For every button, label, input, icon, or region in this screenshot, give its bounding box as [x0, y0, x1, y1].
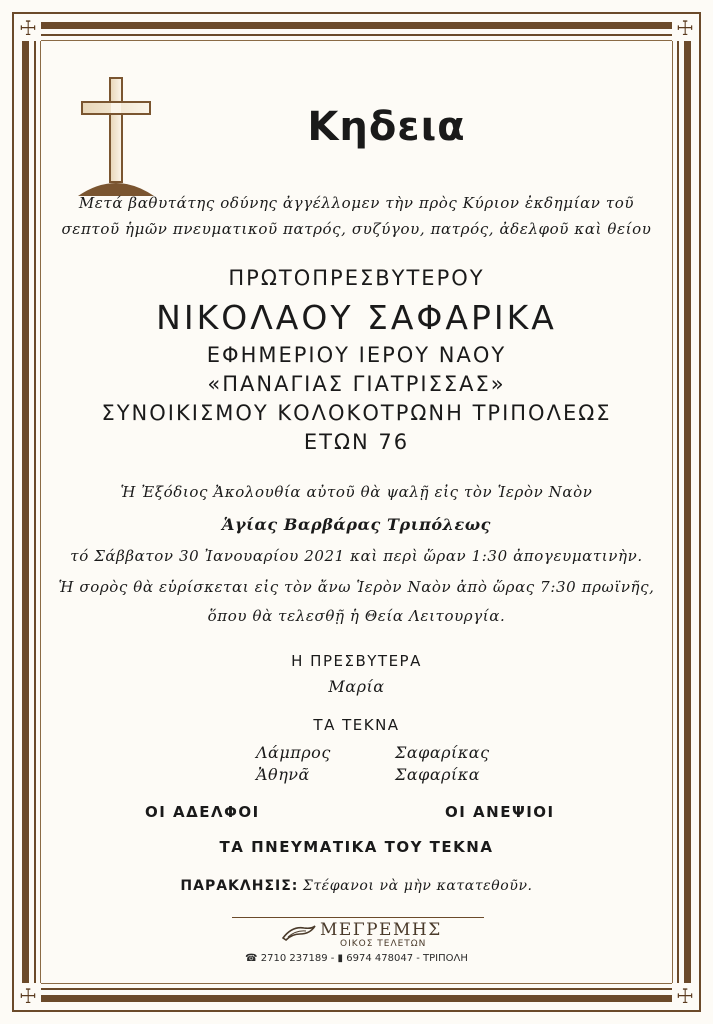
corner-cross-icon: ☩: [15, 15, 41, 41]
wife-name: Μαρία: [328, 677, 385, 696]
service-line: Ἡ σορὸς θὰ εὑρίσκεται εἰς τὸν ἄνω Ἱερὸν Ναὸν ἀπὸ ὥρας 7:30 πρωϊνῆς,: [58, 578, 655, 596]
service-line: ὅπου θὰ τελεσθῇ ἡ Θεία Λειτουργία.: [207, 607, 506, 625]
deceased-role: ΕΦΗΜΕΡΙΟΥ ΙΕΡΟΥ ΝΑΟΥ: [206, 343, 507, 367]
contact-line: ☎ 2710 237189 - ▮ 6974 478047 - ΤΡΙΠΟΛΗ: [245, 953, 468, 964]
deceased-place: ΣΥΝΟΙΚΙΣΜΟΥ ΚΟΛΟΚΟΤΡΩΝΗ ΤΡΙΠΟΛΕΩΣ: [101, 401, 612, 425]
service-church: Ἁγίας Βαρβάρας Τριπόλεως: [221, 515, 492, 534]
request-label: ΠΑΡΑΚΛΗΣΙΣ:: [180, 878, 299, 894]
footer-divider: [232, 917, 484, 918]
deceased-church: «ΠΑΝΑΓΙΑΣ ΓΙΑΤΡΙΣΣΑΣ»: [207, 372, 506, 396]
request-text: Στέφανοι νὰ μὴν κατατεθοῦν.: [302, 878, 533, 894]
funeral-home-logo-icon: [282, 924, 316, 942]
intro-line: σεπτοῦ ἡμῶν πνευματικοῦ πατρός, συζύγου, πατρός, ἀδελφοῦ καὶ θείου: [61, 220, 652, 238]
spiritual-children-label: ΤΑ ΠΝΕΥΜΑΤΙΚΑ ΤΟΥ ΤΕΚΝΑ: [219, 838, 494, 856]
child-last-name: Σαφαρίκα: [395, 765, 481, 784]
mobile-number: 6974 478047: [346, 953, 414, 964]
siblings-label: ΟΙ ΑΔΕΛΦΟΙ: [145, 803, 260, 821]
child-last-name: Σαφαρίκας: [395, 743, 490, 762]
deceased-name: ΝΙΚΟΛΑΟΥ ΣΑΦΑΡΙΚΑ: [156, 298, 557, 337]
child-first-name: Λάμπρος: [256, 743, 331, 762]
deceased-rank: ΠΡΩΤΟΠΡΕΣΒΥΤΕΡΟΥ: [228, 266, 485, 290]
phone-icon: ☎: [245, 953, 258, 964]
funeral-home-name: ΜΕΓΡΕΜΗΣ: [320, 920, 442, 940]
mobile-icon: ▮: [337, 953, 344, 964]
corner-cross-icon: ☩: [672, 15, 698, 41]
children-label: ΤΑ ΤΕΚΝΑ: [313, 716, 400, 734]
deceased-age: ΕΤΩΝ 76: [303, 430, 410, 454]
service-line: τό Σάββατον 30 Ἰανουαρίου 2021 καὶ περὶ ὥραν 1:30 ἀπογευματινὴν.: [70, 547, 643, 565]
funeral-home-subtitle: ΟΙΚΟΣ ΤΕΛΕΤΩΝ: [340, 939, 427, 949]
corner-cross-icon: ☩: [15, 983, 41, 1009]
cousins-label: ΟΙ ΑΝΕΨΙΟΙ: [445, 803, 555, 821]
page-title: Κηδεια: [307, 104, 466, 150]
request-line: [0, 878, 713, 894]
phone-number: 2710 237189: [260, 953, 328, 964]
child-first-name: Ἀθηνᾶ: [256, 765, 310, 784]
corner-cross-icon: ☩: [672, 983, 698, 1009]
city: ΤΡΙΠΟΛΗ: [423, 953, 468, 964]
wife-label: Η ΠΡΕΣΒΥΤΕΡΑ: [291, 652, 422, 670]
service-line: Ἡ Ἐξόδιος Ἀκολουθία αὐτοῦ θὰ ψαλῇ εἰς τὸν Ἱερὸν Ναὸν: [120, 483, 593, 501]
intro-line: Μετά βαθυτάτης οδύνης ἀγγέλλομεν τὴν πρὸς Κύριον ἐκδημίαν τοῦ: [78, 194, 635, 212]
